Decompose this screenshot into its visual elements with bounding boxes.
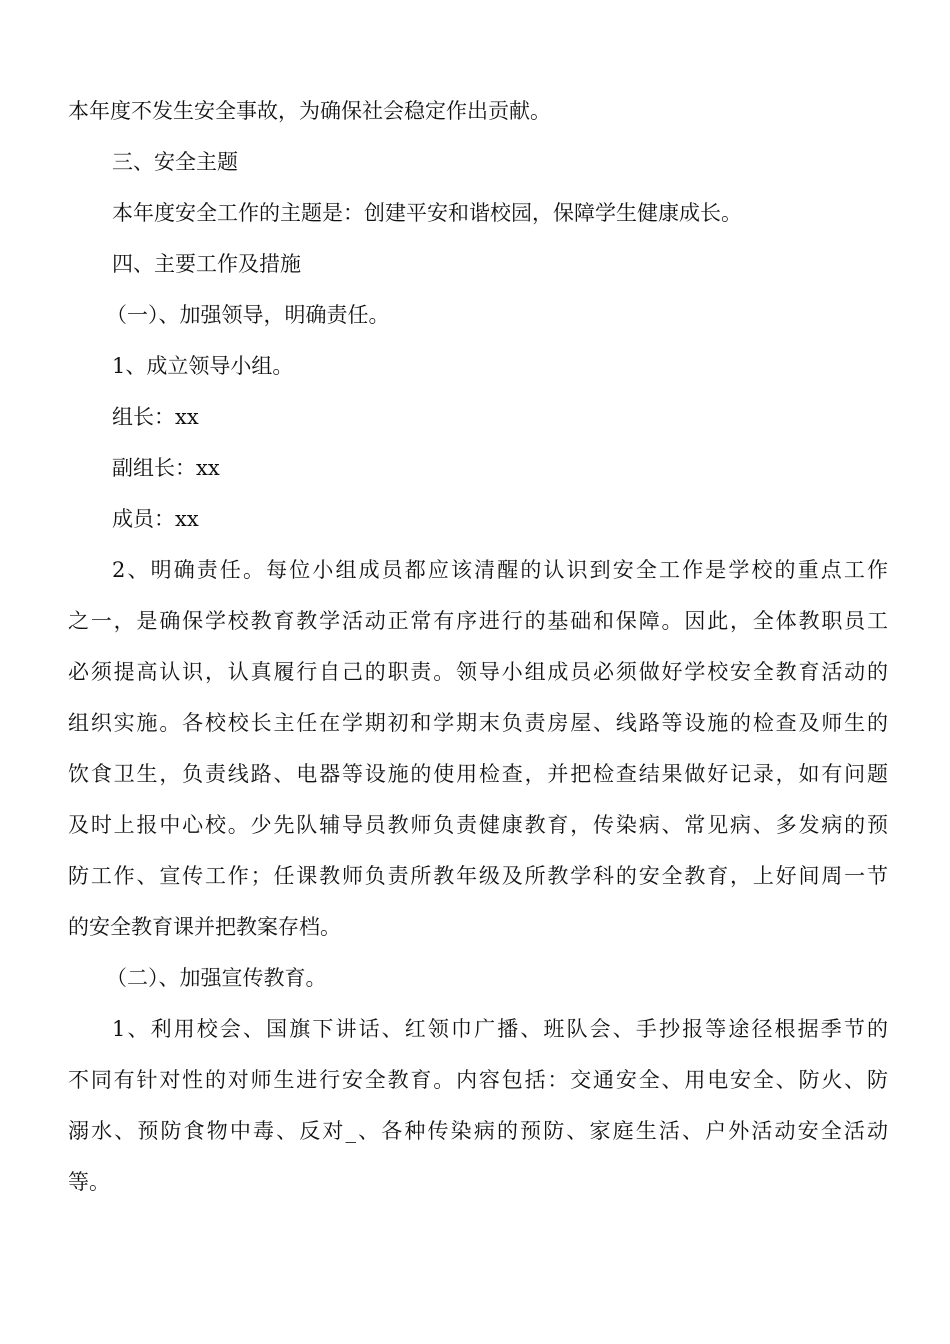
paragraph-line: 及时上报中心校。少先队辅导员教师负责健康教育，传染病、常见病、多发病的预	[68, 813, 888, 837]
paragraph-line: 1、利用校会、国旗下讲话、红领巾广播、班队会、手抄报等途径根据季节的	[112, 1017, 888, 1041]
subsection-heading: （一）、加强领导，明确责任。	[106, 303, 390, 327]
paragraph-line: 的安全教育课并把教案存档。	[68, 915, 341, 939]
paragraph-line: 防工作、宣传工作；任课教师负责所教年级及所教学科的安全教育，上好间周一节	[68, 864, 888, 888]
paragraph-line: 不同有针对性的对师生进行安全教育。内容包括：交通安全、用电安全、防火、防	[68, 1068, 888, 1092]
text-line: 组长：xx	[112, 405, 199, 429]
paragraph-line: 必须提高认识，认真履行自己的职责。领导小组成员必须做好学校安全教育活动的	[68, 660, 888, 684]
paragraph-line: 之一，是确保学校教育教学活动正常有序进行的基础和保障。因此，全体教职员工	[68, 609, 888, 633]
text-line: 本年度不发生安全事故，为确保社会稳定作出贡献。	[68, 99, 551, 123]
paragraph-line: 2、明确责任。每位小组成员都应该清醒的认识到安全工作是学校的重点工作	[112, 558, 888, 582]
section-heading: 三、安全主题	[112, 150, 238, 174]
text-line: 1、成立领导小组。	[112, 354, 294, 378]
paragraph-line: 等。	[68, 1170, 110, 1194]
subsection-heading: （二）、加强宣传教育。	[106, 966, 327, 990]
text-line: 副组长：xx	[112, 456, 220, 480]
paragraph-line: 溺水、预防食物中毒、反对_、各种传染病的预防、家庭生活、户外活动安全活动	[68, 1119, 888, 1143]
paragraph-line: 组织实施。各校校长主任在学期初和学期末负责房屋、线路等设施的检查及师生的	[68, 711, 888, 735]
paragraph-line: 饮食卫生，负责线路、电器等设施的使用检查，并把检查结果做好记录，如有问题	[68, 762, 888, 786]
section-heading: 四、主要工作及措施	[112, 252, 301, 276]
text-line: 成员：xx	[112, 507, 199, 531]
text-line: 本年度安全工作的主题是：创建平安和谐校园，保障学生健康成长。	[112, 201, 742, 225]
